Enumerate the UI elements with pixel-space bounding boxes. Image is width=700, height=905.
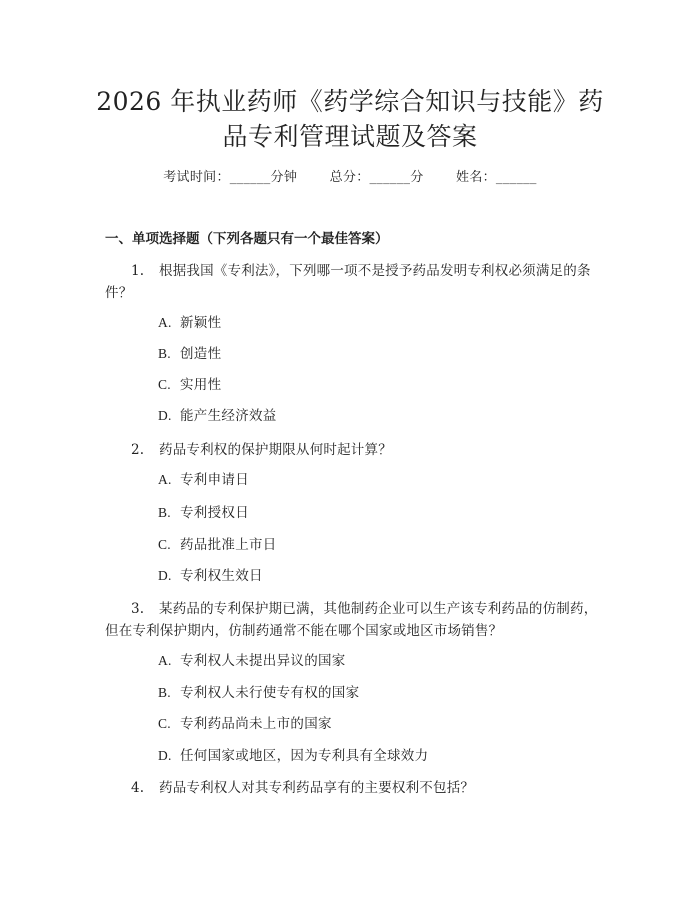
- question-text: 药品专利权的保护期限从何时起计算？: [159, 442, 392, 458]
- option-letter: C.: [158, 716, 171, 731]
- option-2a: [158, 470, 249, 490]
- option-text: 能产生经济效益: [180, 408, 277, 424]
- option-text: 专利授权日: [180, 505, 249, 521]
- option-text: 专利申请日: [180, 472, 249, 488]
- option-text: 新颖性: [180, 315, 222, 331]
- option-letter: D.: [158, 748, 172, 763]
- option-3d: [158, 746, 428, 766]
- option-letter: B.: [158, 685, 171, 700]
- exam-info: [0, 168, 700, 188]
- option-text: 创造性: [180, 346, 222, 362]
- option-2b: [158, 503, 249, 523]
- document-title-line-1: 2026 年执业药师《药学综合知识与技能》药: [96, 87, 604, 116]
- option-letter: C.: [158, 537, 171, 552]
- option-text: 药品批准上市日: [180, 537, 277, 553]
- exam-time-field: 考试时间：______分钟: [163, 170, 298, 185]
- option-text: 实用性: [180, 377, 222, 393]
- option-1a: [158, 313, 221, 333]
- option-1c: [158, 375, 221, 395]
- question-3: [105, 598, 600, 642]
- option-text: 专利权生效日: [180, 568, 263, 584]
- question-text: 某药品的专利保护期已满，其他制药企业可以生产该专利药品的仿制药，但在专利保护期内，仿制药通常不能在哪个国家或地区市场销售？: [105, 601, 598, 639]
- question-4: [105, 777, 600, 799]
- question-2: [105, 439, 600, 461]
- option-letter: C.: [158, 377, 171, 392]
- option-3c: [158, 714, 332, 734]
- option-3a: [158, 651, 346, 671]
- option-text: 任何国家或地区，因为专利具有全球效力: [180, 748, 429, 764]
- option-letter: A.: [158, 653, 172, 668]
- option-letter: A.: [158, 472, 172, 487]
- name-field: 姓名：______: [456, 170, 537, 185]
- question-number: 1.: [131, 263, 145, 279]
- option-2d: [158, 566, 263, 586]
- question-text: 药品专利权人对其专利药品享有的主要权利不包括？: [159, 780, 475, 796]
- option-text: 专利权人未提出异议的国家: [180, 653, 346, 669]
- option-letter: A.: [158, 315, 172, 330]
- document-title-line-2: 品专利管理试题及答案: [222, 122, 478, 151]
- question-number: 3.: [131, 601, 145, 617]
- option-text: 专利药品尚未上市的国家: [180, 716, 332, 732]
- option-text: 专利权人未行使专有权的国家: [180, 685, 360, 701]
- option-letter: B.: [158, 346, 171, 361]
- option-letter: D.: [158, 408, 172, 423]
- question-1: [105, 260, 600, 304]
- option-1b: [158, 344, 221, 364]
- option-3b: [158, 683, 359, 703]
- option-letter: B.: [158, 505, 171, 520]
- question-number: 2.: [131, 442, 145, 458]
- question-text: 根据我国《专利法》，下列哪一项不是授予药品发明专利权必须满足的条件？: [105, 263, 591, 301]
- option-letter: D.: [158, 568, 172, 583]
- option-1d: [158, 406, 277, 426]
- question-number: 4.: [131, 780, 145, 796]
- total-score-field: 总分：______分: [329, 170, 424, 185]
- option-2c: [158, 535, 277, 555]
- section-title: 一、单项选择题（下列各题只有一个最佳答案）: [105, 231, 389, 247]
